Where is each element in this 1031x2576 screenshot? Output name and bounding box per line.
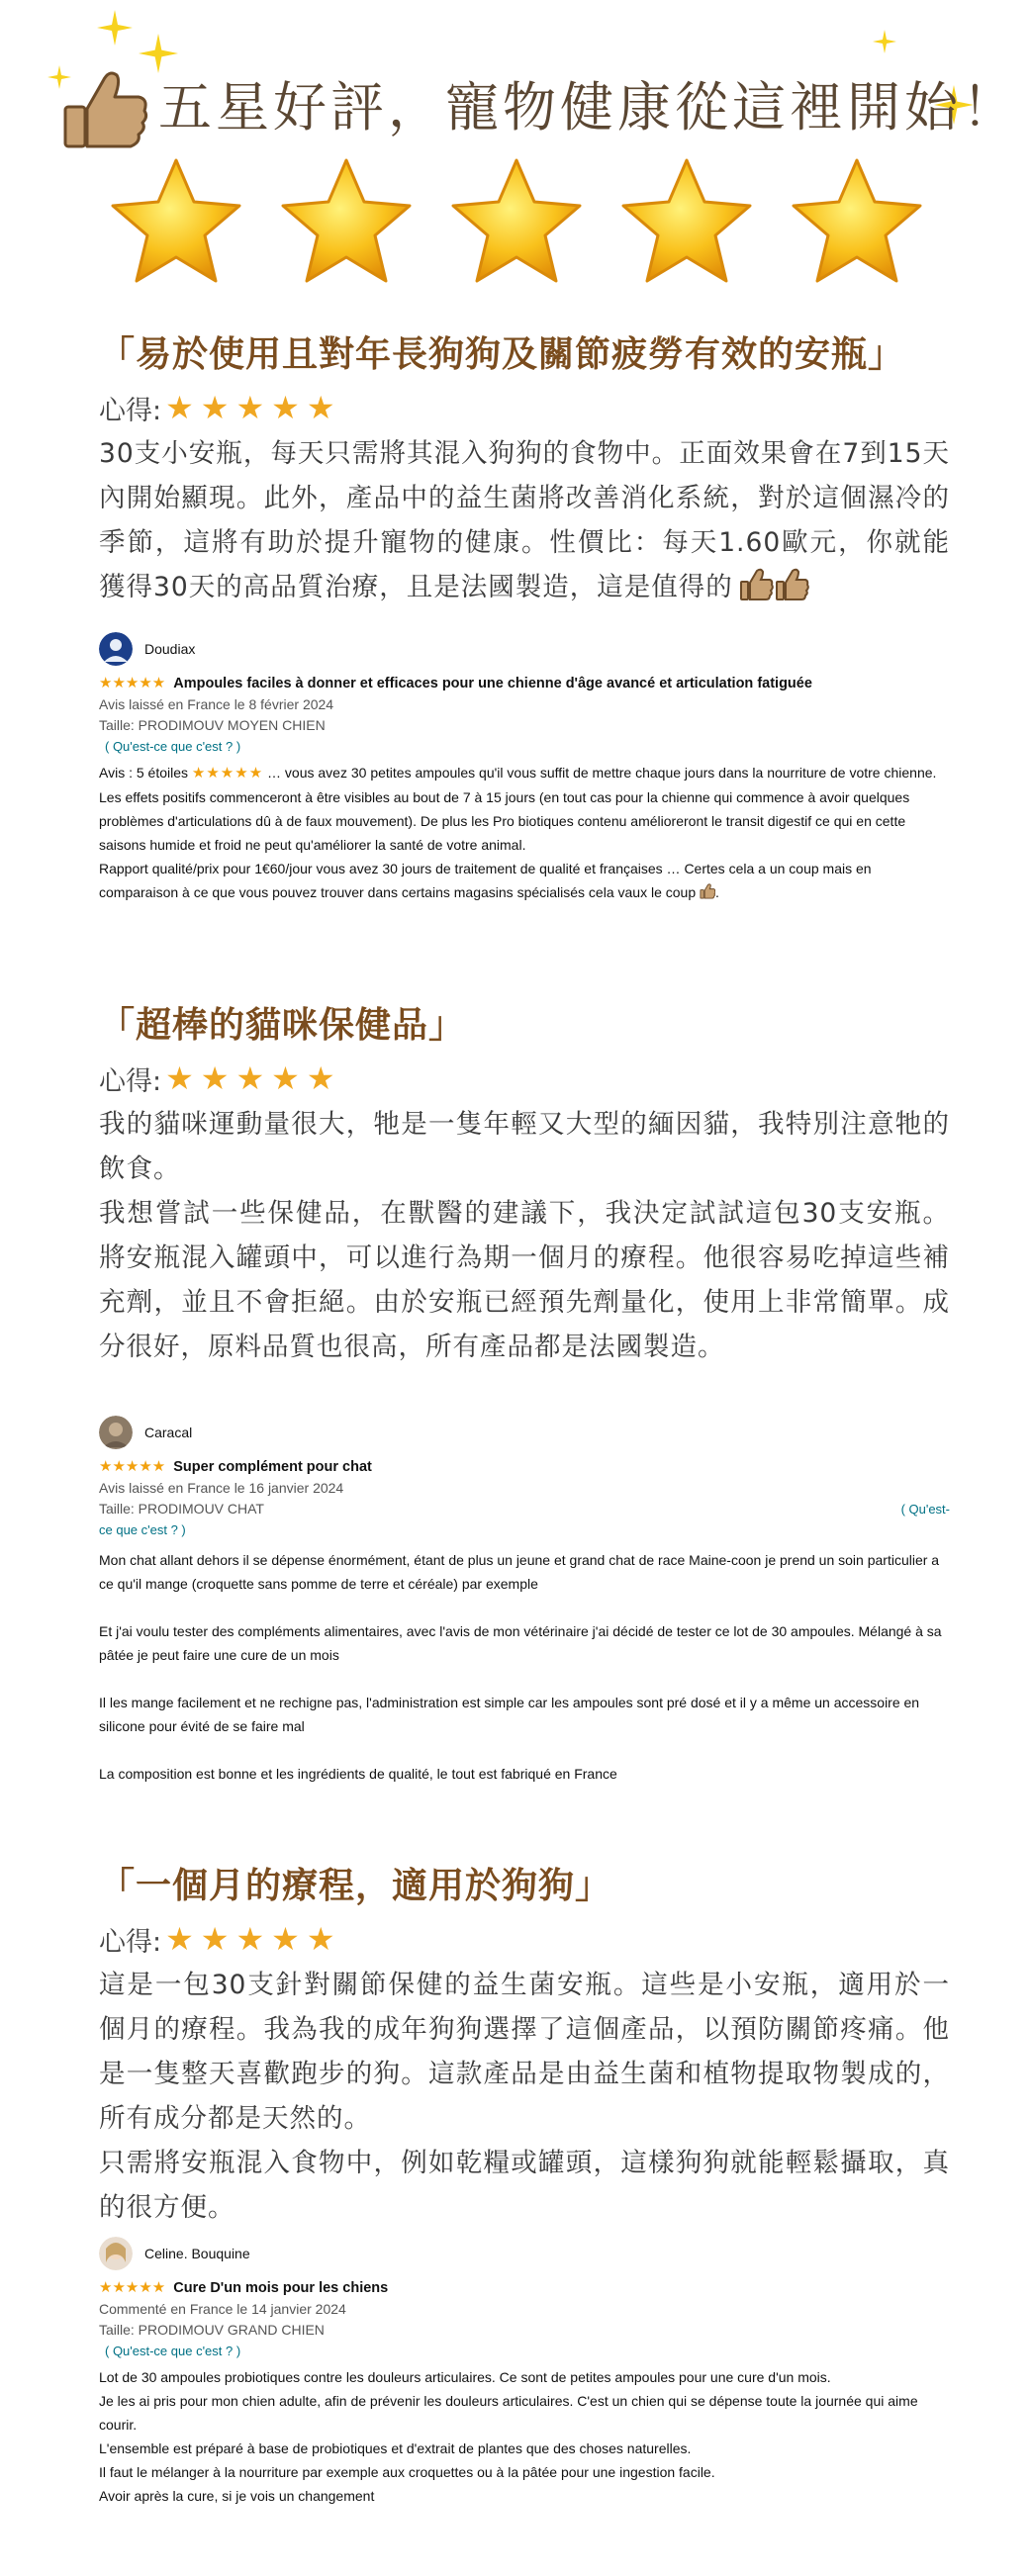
card-stars: ★★★★★ — [99, 2279, 166, 2296]
thumbs-up-icon — [57, 59, 156, 158]
star-icon — [794, 160, 920, 281]
card-text: L'ensemble est préparé à base de probiotiques et d'extrait de plantes que des choses naturelles. — [99, 2440, 692, 2456]
sparkle-icon — [873, 30, 896, 53]
headline-text: Cure D'un mois pour les chiens — [173, 2280, 389, 2296]
review-body — [99, 431, 950, 615]
review-date: Avis laissé en France le 16 janvier 2024 — [99, 1480, 344, 1496]
page-header — [0, 0, 1031, 297]
reviewer-name[interactable]: Caracal — [144, 1425, 193, 1440]
rating-stars: ★★★★★ — [165, 389, 342, 426]
card-body — [99, 761, 950, 904]
star-icon — [113, 160, 239, 281]
card-stars: ★★★★★ — [99, 1458, 166, 1475]
avatar — [99, 2237, 133, 2270]
review-headline[interactable] — [99, 673, 950, 694]
card-text: Rapport qualité/prix pour 1€60/jour vous avez 30 jours de traitement de qualité et françaises … Certes cela a un coup mais en comparaison à ce que vous pouvez trouver dans certains magasins spécialisés cela vaux le coup — [99, 861, 872, 900]
review-section — [99, 1001, 950, 1369]
help-link[interactable]: ( Qu'est- — [900, 1502, 950, 1517]
product-size: Taille: PRODIMOUV GRAND CHIEN — [99, 2322, 325, 2338]
page-title: 五星好評，寵物健康從這裡開始！ — [158, 76, 1019, 138]
review-title: 「易於使用且對年長狗狗及關節疲勞有效的安瓶」 — [99, 334, 905, 375]
headline-text: Ampoules faciles à donner et efficaces pour une chienne d'âge avancé et articulation fatiguée — [173, 676, 812, 691]
help-link[interactable]: ce que c'est ? ) — [99, 1522, 186, 1537]
card-text: Et j'ai voulu tester des compléments alimentaires, avec l'avis de mon vétérinaire j'ai décidé de tester ce lot de 30 ampoules. Mélangé à sa pâtée je peut faire une cure de un mois — [99, 1623, 942, 1663]
inline-star-icons: ★★★★★ — [191, 765, 264, 782]
card-text: Il faut le mélanger à la nourriture par exemple aux croquettes ou à la pâtée pour une ingestion facile. — [99, 2464, 715, 2480]
five-star-rating — [107, 154, 938, 303]
card-body — [99, 2365, 950, 2508]
product-size-row — [99, 1499, 950, 1519]
rating-label: 心得: — [99, 395, 162, 426]
quoted-review-card — [99, 2234, 950, 2508]
card-text: Mon chat allant dehors il se dépense énormément, étant de plus un jeune et grand chat de race Maine-coon je prend un soin particulier a ce qu'il mange (croquette sans pomme de terre et céréale) par exemple — [99, 1552, 940, 1592]
card-body — [99, 1548, 950, 1786]
reviewer — [99, 629, 950, 669]
review-date: Avis laissé en France le 8 février 2024 — [99, 696, 334, 712]
headline-text: Super complément pour chat — [173, 1459, 372, 1475]
product-size: Taille: PRODIMOUV MOYEN CHIEN — [99, 717, 326, 733]
reviewer-name[interactable]: Celine. Bouquine — [144, 2246, 250, 2261]
review-title: 「一個月的療程，適用於狗狗」 — [99, 1866, 612, 1906]
review-title: 「超棒的貓咪保健品」 — [99, 1005, 466, 1046]
rating-line — [99, 386, 950, 429]
review-paragraph: 我的貓咪運動量很大，牠是一隻年輕又大型的緬因貓，我特別注意牠的飲食。 — [99, 1109, 950, 1184]
quoted-review-card — [99, 1413, 950, 1786]
thumbs-up-icon — [700, 884, 715, 900]
avatar — [99, 1416, 133, 1449]
rating-stars: ★★★★★ — [165, 1920, 342, 1958]
rating-line — [99, 1057, 950, 1100]
review-section — [99, 330, 950, 615]
review-section — [99, 1862, 950, 2230]
review-paragraph: 這是一包30支針對關節保健的益生菌安瓶。這些是小安瓶，適用於一個月的療程。我為我的成年狗狗選擇了這個產品，以預防關節疼痛。他是一隻整天喜歡跑步的狗。這款產品是由益生菌和植物提取物製成的，所有成分都是天然的。 — [99, 1970, 950, 2134]
quoted-review-card — [99, 629, 950, 904]
card-text: … vous avez 30 petites ampoules qu'il vous suffit de mettre chaque jours dans la nourriture de votre chienne. Les effets positifs commenceront à être visibles au bout de 7 à 15 jours (en tout cas pour la chienne qui commence à avoir quelques problèmes d'articulations dû à de faux mouvement). De plus les Pro biotiques contenu amélioreront le transit digestif ce qui en cette saisons humide et froid ne peut qu'améliorer la santé de votre animal. — [99, 765, 937, 853]
sparkle-icon — [97, 10, 133, 46]
review-body — [99, 1102, 950, 1369]
reviewer — [99, 1413, 950, 1452]
review-headline[interactable] — [99, 1456, 950, 1478]
rating-label: 心得: — [99, 1065, 162, 1097]
avatar — [99, 632, 133, 666]
review-paragraph: 只需將安瓶混入食物中，例如乾糧或罐頭，這樣狗狗就能輕鬆攝取，真的很方便。 — [99, 2148, 950, 2223]
card-text: Lot de 30 ampoules probiotiques contre les douleurs articulaires. Ce sont de petites ampoules pour une cure d'un mois. — [99, 2369, 831, 2385]
card-text: Avis : 5 étoiles — [99, 765, 189, 781]
rating-line — [99, 1917, 950, 1961]
card-text: Il les mange facilement et ne rechigne pas, l'administration est simple car les ampoules sont pré dosé et il y a même un accessoire en silicone pour évité de se faire mal — [99, 1695, 920, 1734]
product-size: Taille: PRODIMOUV CHAT — [99, 1501, 264, 1517]
star-icon — [453, 160, 580, 281]
help-link[interactable]: ( Qu'est-ce que c'est ? ) — [105, 739, 241, 754]
help-link[interactable]: ( Qu'est-ce que c'est ? ) — [105, 2344, 241, 2358]
review-body — [99, 1963, 950, 2230]
card-text: . — [715, 884, 719, 900]
reviewer — [99, 2234, 950, 2273]
thumbs-up-icon — [739, 568, 810, 615]
star-icon — [623, 160, 750, 281]
reviewer-name[interactable]: Doudiax — [144, 641, 196, 657]
review-headline[interactable] — [99, 2277, 950, 2299]
star-icon — [283, 160, 410, 281]
review-date: Commenté en France le 14 janvier 2024 — [99, 2301, 346, 2317]
review-paragraph: 30支小安瓶，每天只需將其混入狗狗的食物中。正面效果會在7到15天內開始顯現。此外，產品中的益生菌將改善消化系統，對於這個濕冷的季節，這將有助於提升寵物的健康。性價比：每天1.60歐元，你就能獲得30天的高品質治療，且是法國製造，這是值得的 — [99, 438, 950, 602]
card-text: Je les ai pris pour mon chien adulte, afin de prévenir les douleurs articulaires. C'est un chien qui se dépense toute la journée qui aime courir. — [99, 2393, 918, 2433]
review-paragraph: 我想嘗試一些保健品，在獸醫的建議下，我決定試試這包30支安瓶。將安瓶混入罐頭中，可以進行為期一個月的療程。他很容易吃掉這些補充劑，並且不會拒絕。由於安瓶已經預先劑量化，使用上非常簡單。成分很好，原料品質也很高，所有產品都是法國製造。 — [99, 1198, 950, 1362]
card-text: La composition est bonne et les ingrédients de qualité, le tout est fabriqué en France — [99, 1766, 617, 1782]
rating-label: 心得: — [99, 1926, 162, 1958]
rating-stars: ★★★★★ — [165, 1059, 342, 1097]
card-stars: ★★★★★ — [99, 675, 166, 691]
card-text: Avoir après la cure, si je vois un changement — [99, 2488, 375, 2504]
